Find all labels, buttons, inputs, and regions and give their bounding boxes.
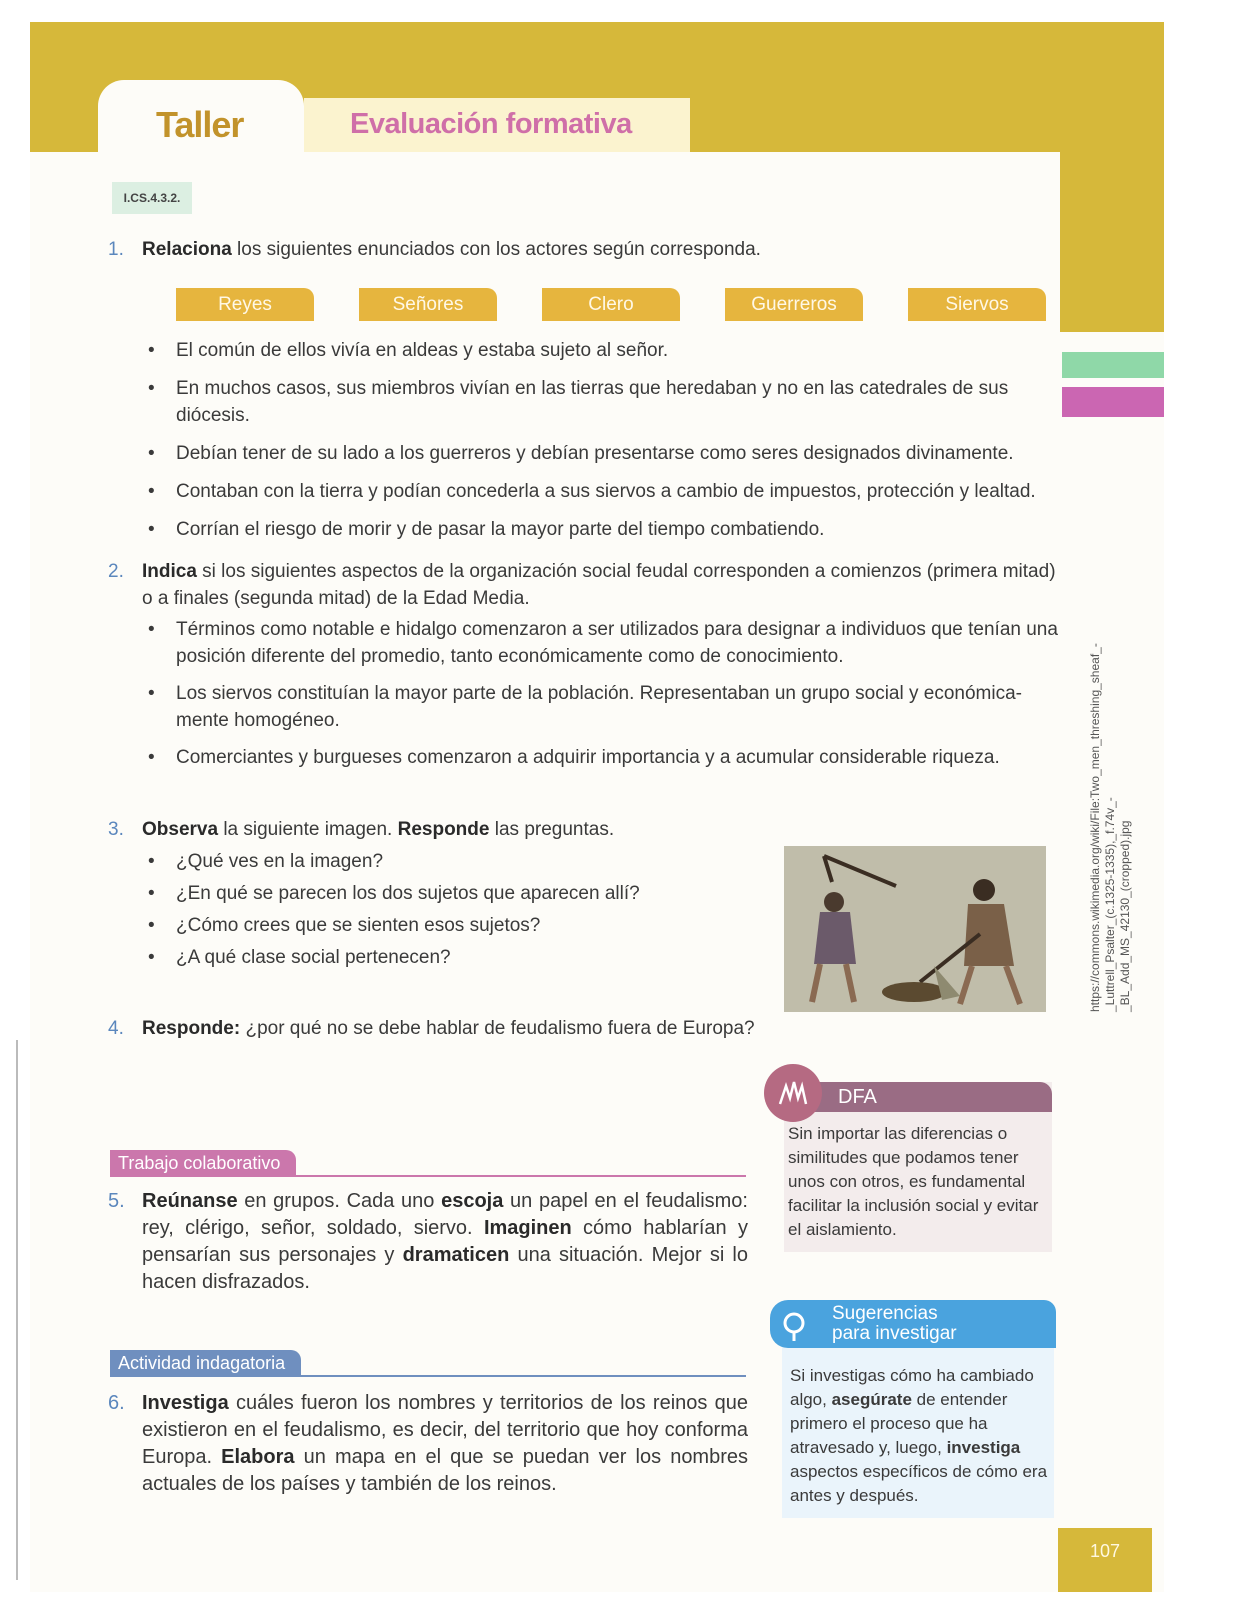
sugerencias-title-2: para investigar (832, 1323, 957, 1344)
question-verb: Relaciona (142, 239, 232, 260)
question-number: 2. (108, 561, 124, 582)
actor-reyes: Reyes (176, 288, 314, 321)
actor-siervos: Siervos (908, 288, 1046, 321)
list-item: • Contaban con la tierra y podían concederla a sus siervos a cambio de impuestos, protección y lealtad. (148, 478, 1068, 505)
dfa-text: Sin importar las diferencias o similitudes que podamos tener unos con otros, es fundamental facilitar la inclusión social y evitar el aislamiento. (788, 1124, 1039, 1239)
question-verb: Indica (142, 561, 197, 582)
q2-list (148, 616, 1058, 771)
list-item: • Los siervos constituían la mayor parte de la población. Representaban un grupo social y económica-mente homogéneo. (148, 680, 1058, 734)
list-item: • Debían tener de su lado a los guerreros y debían presentarse como seres designados divinamente. (148, 440, 1068, 467)
trabajo-label: Trabajo colaborativo (110, 1150, 296, 1176)
sugerencias-text (790, 1364, 1050, 1508)
actor-guerreros: Guerreros (725, 288, 863, 321)
question-1 (108, 236, 1008, 263)
sugerencias-title-1: Sugerencias (832, 1303, 938, 1324)
question-verb: Responde: (142, 1018, 241, 1039)
question-verb: Observa (142, 819, 219, 840)
list-item: • Comerciantes y burgueses comenzaron a adquirir importancia y a acumular considerable riqueza. (148, 744, 1058, 771)
q1-list (148, 337, 1068, 543)
sugerencias-verb: investiga (946, 1438, 1021, 1457)
actor-senores: Señores (359, 288, 497, 321)
question-verb: Imaginen (483, 1217, 572, 1239)
list-item: • ¿Cómo crees que se sienten esos sujetos? (148, 912, 748, 939)
question-verb: dramaticen (402, 1244, 510, 1266)
curriculum-code: I.CS.4.3.2. (112, 182, 192, 214)
question-verb: Elabora (221, 1446, 295, 1468)
list-item: • Corrían el riesgo de morir y de pasar la mayor parte del tiempo combatiendo. (148, 516, 1068, 543)
question-number: 4. (108, 1018, 124, 1039)
question-text: las preguntas. (489, 819, 615, 840)
magenta-swatch (1062, 387, 1164, 417)
question-6 (108, 1390, 748, 1498)
magnifier-icon (776, 1306, 816, 1346)
question-verb: Reúnanse (142, 1190, 238, 1212)
sugerencias-part: Si investigas cómo ha cambiado algo, (790, 1366, 1034, 1409)
image-credit: https://commons.wikimedia.org/wiki/File:Two_men_threshing_sheaf_-_Luttrell_Psalter_(c.1325-1335),_f.74v_-_BL_Add_MS_42130_(cropped).jpg (1088, 643, 1132, 1012)
question-2 (108, 558, 1058, 612)
question-verb: Responde (397, 819, 490, 840)
tab-evaluacion-label: Evaluación formativa (350, 108, 632, 140)
question-text: un mapa en el que se puedan ver los nombres actuales de los países y también de los reinos. (142, 1446, 749, 1495)
tab-evaluacion (304, 98, 690, 152)
dfa-title: DFA (838, 1086, 877, 1108)
question-text: en grupos. Cada uno (237, 1190, 442, 1212)
actor-clero: Clero (542, 288, 680, 321)
indagatoria-label: Actividad indagatoria (110, 1350, 301, 1376)
indagatoria-rule (110, 1375, 746, 1377)
page-number: 107 (1058, 1528, 1152, 1592)
question-text: ¿por qué no se debe hablar de feudalismo fuera de Europa? (240, 1018, 755, 1039)
threshing-illustration (784, 846, 1046, 1012)
question-text: cómo hablarían y pensarían sus personajes y (142, 1217, 748, 1266)
dfa-header (784, 1082, 1052, 1112)
question-text: un papel en el feudalismo: rey, clérigo, señor, soldado, siervo. (142, 1190, 748, 1239)
trabajo-rule (110, 1175, 746, 1177)
question-text: cuáles fueron los nombres y territorios de los reinos que existieron en el feudalismo, es decir, del territorio que hoy conforma Europa. (142, 1392, 748, 1468)
list-item: • ¿Qué ves en la imagen? (148, 848, 748, 875)
question-number: 1. (108, 239, 124, 260)
question-4 (108, 1015, 808, 1042)
question-number: 3. (108, 819, 124, 840)
question-text: una situación. Mejor si lo hacen disfrazados. (142, 1244, 748, 1293)
question-text: la siguiente imagen. (218, 819, 398, 840)
list-item: • En muchos casos, sus miembros vivían en las tierras que heredaban y no en las catedrales de sus diócesis. (148, 375, 1068, 429)
list-item: • ¿En qué se parecen los dos sujetos que aparecen allí? (148, 880, 748, 907)
hands-icon (764, 1064, 822, 1122)
question-5 (108, 1188, 748, 1296)
question-verb: Investiga (142, 1392, 229, 1414)
list-item: • El común de ellos vivía en aldeas y estaba sujeto al señor. (148, 337, 1068, 364)
green-swatch (1062, 352, 1164, 378)
left-rule (16, 1040, 18, 1580)
tab-taller (98, 80, 304, 160)
question-text: si los siguientes aspectos de la organización social feudal corresponden a comienzos (primera mitad) o a finales (segunda mitad) de la Edad Media. (142, 561, 1056, 609)
question-verb: escoja (441, 1190, 504, 1212)
sugerencias-part: aspectos específicos de cómo era antes y después. (790, 1462, 1048, 1505)
tab-taller-label: Taller (156, 104, 244, 145)
sugerencias-part: de entender primero el proceso que ha atravesado y, luego, (790, 1390, 1008, 1457)
question-text: los siguientes enunciados con los actores según corresponda. (231, 239, 761, 260)
list-item: • ¿A qué clase social pertenecen? (148, 944, 748, 971)
q3-list (148, 848, 748, 971)
question-number: 5. (108, 1190, 125, 1212)
question-number: 6. (108, 1392, 125, 1414)
list-item: • Términos como notable e hidalgo comenzaron a ser utilizados para designar a individuos que tenían una posición diferente del promedio, tanto económicamente como de conocimiento. (148, 616, 1058, 670)
question-3 (108, 816, 748, 843)
sugerencias-verb: asegúrate (831, 1390, 912, 1409)
